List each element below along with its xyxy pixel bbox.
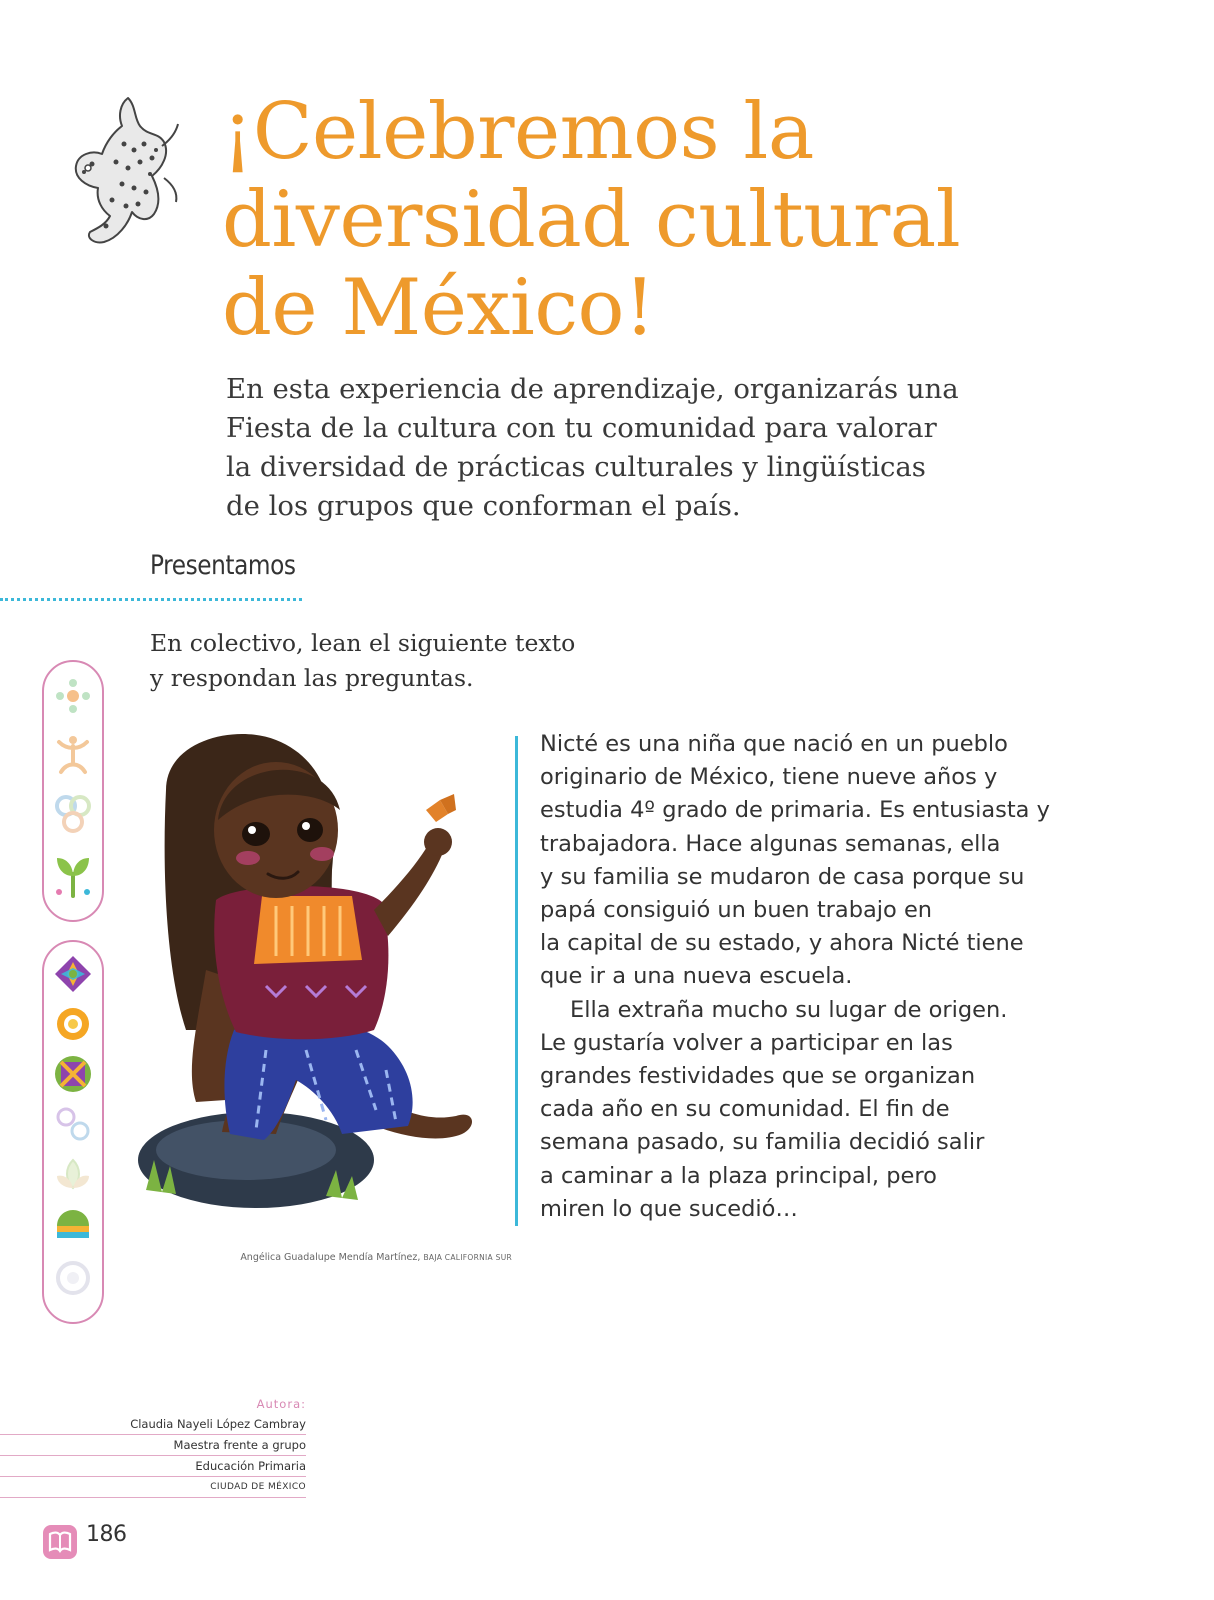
caption-artist: Angélica Guadalupe Mendía Martínez, (240, 1252, 421, 1263)
author-label: Autora: (256, 1397, 306, 1411)
story-line: miren lo que sucedió… (540, 1195, 798, 1222)
page-number: 186 (86, 1522, 127, 1547)
author-level: Educación Primaria (0, 1456, 306, 1477)
dots-flower-icon (53, 676, 93, 716)
intro-line: la diversidad de prácticas culturales y lingüísticas (226, 451, 926, 483)
page-title (222, 88, 1122, 352)
story-line: Ella extraña mucho su lugar de origen. (570, 996, 1008, 1023)
crossed-square-icon (53, 1054, 93, 1094)
intro-line: En esta experiencia de aprendizaje, organizarás una (226, 373, 959, 405)
illustration-caption (120, 1252, 512, 1263)
title-line: ¡Celebremos la (222, 87, 814, 177)
instructions-line: En colectivo, lean el siguiente texto (150, 629, 576, 657)
story-line: grandes festividades que se organizan (540, 1063, 976, 1090)
side-icon-strip-bottom (42, 940, 104, 1324)
story-line: a caminar a la plaza principal, pero (540, 1162, 937, 1189)
moon-ring-icon (53, 1258, 93, 1298)
author-state: CIUDAD DE MÉXICO (0, 1477, 306, 1498)
section-divider (0, 598, 302, 601)
author-name: Claudia Nayeli López Cambray (0, 1414, 306, 1435)
story-line: Nicté es una niña que nació en un pueblo (540, 731, 1008, 757)
story-line: que ir a una nueva escuela. (540, 963, 853, 990)
author-credits (0, 1394, 306, 1498)
intro-line: Fiesta de la cultura con tu comunidad para valorar (226, 412, 937, 444)
lotus-icon (53, 1154, 93, 1194)
side-icon-strip-top (42, 660, 104, 922)
intro-line: de los grupos que conforman el país. (226, 490, 741, 522)
instructions-line: y respondan las preguntas. (150, 664, 474, 692)
story-line: semana pasado, su familia decidió salir (540, 1129, 985, 1156)
title-line: diversidad cultural (222, 175, 961, 265)
section-title: Presentamos (150, 550, 296, 581)
jaguar-icon (66, 92, 186, 252)
title-line: de México! (222, 263, 655, 353)
story-line: estudia 4º grado de primaria. Es entusiasta y (540, 797, 1050, 824)
book-icon (42, 1524, 78, 1560)
story-line: papá consiguió un buen trabajo en (540, 897, 933, 924)
sunrise-icon (53, 1204, 93, 1244)
story-line: trabajadora. Hace algunas semanas, ella (540, 830, 1001, 857)
girl-illustration (126, 730, 506, 1220)
story-line: la capital de su estado, y ahora Nicté tiene (540, 930, 1024, 957)
instructions-text (150, 626, 670, 696)
linked-rings-icon (53, 790, 93, 836)
diamond-star-icon (53, 954, 93, 994)
story-line: Le gustaría volver a participar en las (540, 1029, 953, 1056)
story-line: y su familia se mudaron de casa porque su (540, 863, 1025, 890)
dancers-icon (53, 732, 93, 776)
author-role: Maestra frente a grupo (0, 1435, 306, 1456)
story-accent-bar (515, 736, 518, 1226)
story-line: cada año en su comunidad. El fin de (540, 1096, 950, 1123)
caption-place: BAJA CALIFORNIA SUR (423, 1253, 512, 1262)
intro-paragraph (226, 370, 1046, 526)
target-ring-icon (53, 1004, 93, 1044)
story-line: originario de México, tiene nueve años y (540, 764, 998, 791)
chain-icon (53, 1104, 93, 1144)
sprout-icon (53, 852, 93, 900)
story-text (540, 728, 1100, 1226)
